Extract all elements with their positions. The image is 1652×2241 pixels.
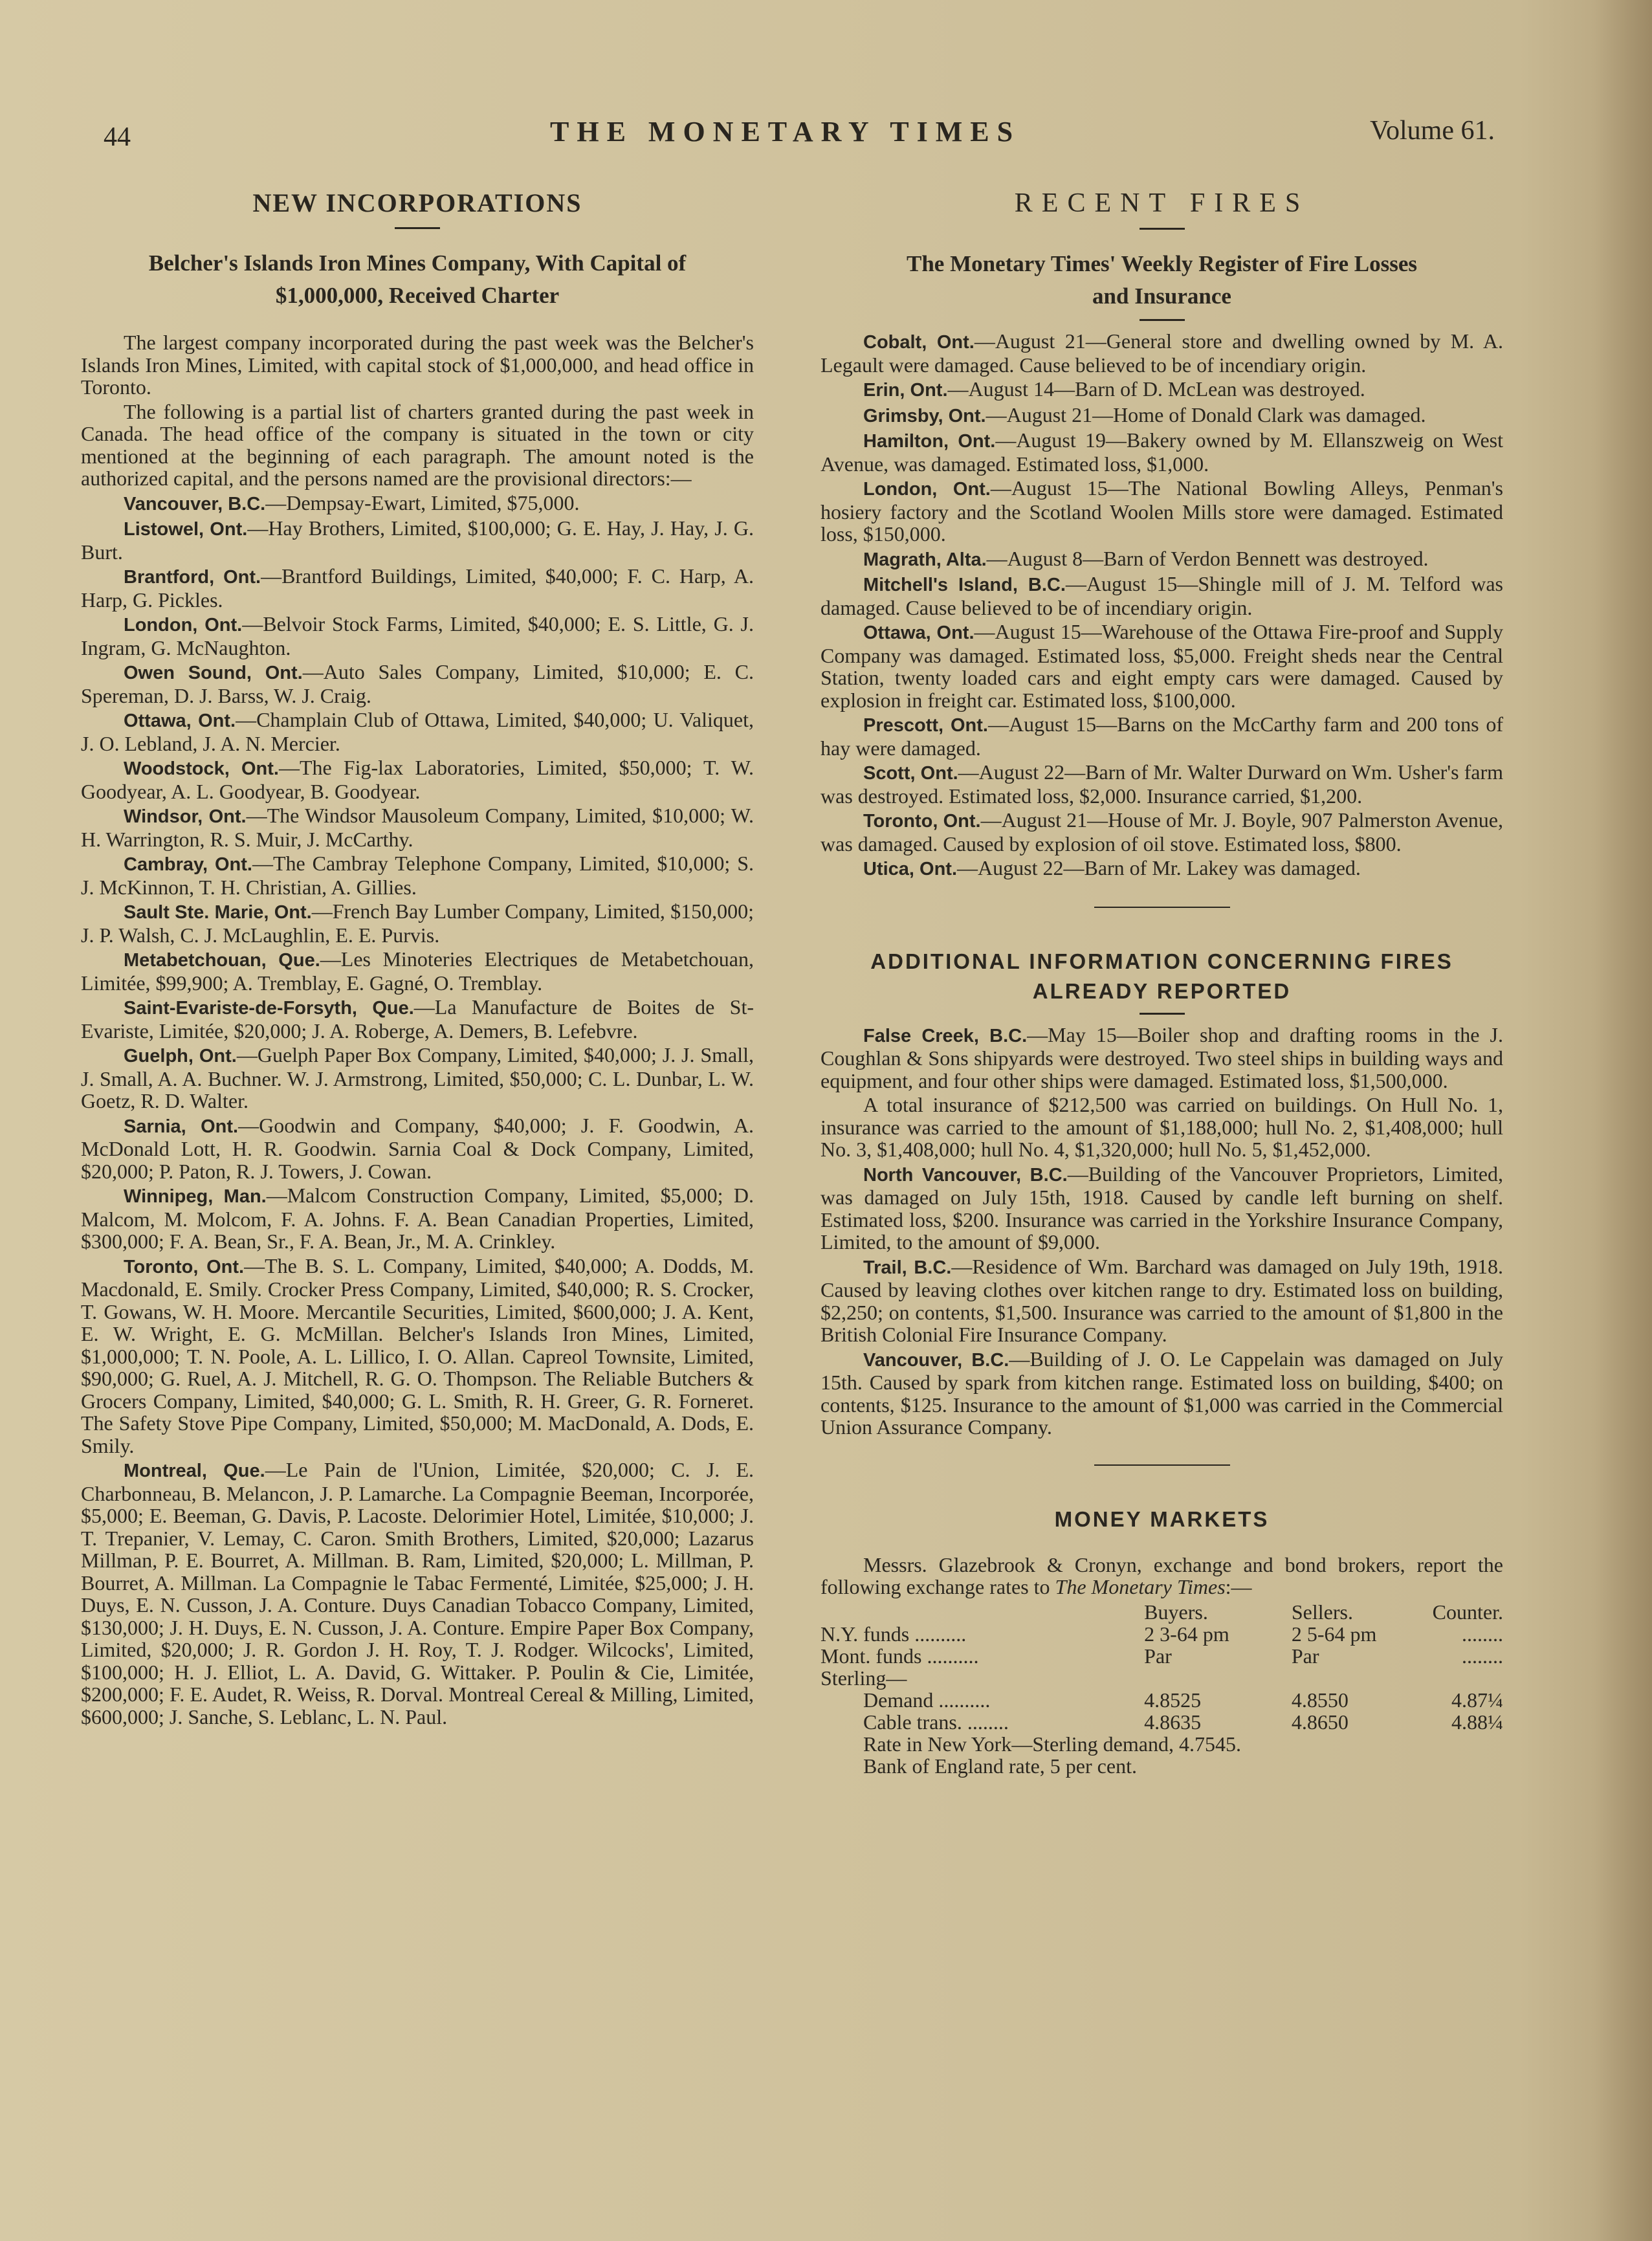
section-title-new-incorporations: NEW INCORPORATIONS: [252, 188, 582, 217]
entry-text: —Residence of Wm. Barchard was damaged on July 19th, 1918. Caused by leaving clothes over kitchen range to dry. Estimated loss on building, $2,250; on contents, $1,500. Insurance was carried to the amount of $1,800 in the British Colonial Fire Insurance Company.: [820, 1254, 1503, 1346]
table-cell: 4.87¼: [1451, 1688, 1503, 1712]
entry-text: —May 15—Boiler shop and drafting rooms in the J. Coughlan & Sons shipyards were destroyed. Two steel ships in building ways and equipment, and four other ships were damaged. Estimated loss, $1,500,000.: [820, 1022, 1503, 1092]
entry-text: —The Windsor Mausoleum Company, Limited, $10,000; W. H. Warrington, R. S. Muir, J. McCarthy.: [81, 804, 754, 851]
additional-fires-list: [820, 1024, 1503, 1439]
divider: [1140, 228, 1185, 230]
table-cell: Demand ..........: [863, 1688, 991, 1712]
divider: [1140, 319, 1185, 321]
left-column: [81, 188, 754, 1728]
column-header: Counter.: [1432, 1600, 1503, 1624]
money-markets-title: MONEY MARKETS: [1054, 1507, 1270, 1531]
entry-text: —The B. S. L. Company, Limited, $40,000; A. Dodds, M. Macdonald, E. Smily. Crocker Press Company, Limited, $40,000; R. S. Crocker, T. Gowans, W. H. Moore. Mercantile Securities, Limited, $600,000; J. A. Kent, E. W. Wright, E. G. McMillan. Belcher's Islands Iron Mines, Limited, $1,000,000; T. N. Poole, A. L. Lillico, I. O. Allan. Capreol Townsite, Limited, $90,000; G. Ruel, A. J. Mitchell, R. G. O. Thompson. The Reliable Butchers & Grocers Company, Limited, $40,000; G. L. Smith, R. H. Greer, G. R. Forneret. The Safety Stove Pipe Company, Limited, $50,000; M. MacDonald, A. Dods, E. Smily.: [81, 1253, 754, 1457]
divider: [1094, 907, 1230, 908]
entry-text: —August 15—Warehouse of the Ottawa Fire-proof and Supply Company was damaged. Estimated loss, $5,000. Freight sheds near the Central Station, twenty loaded cars and eight empty cars were damaged. Caused by explosion in freight car. Estimated loss, $100,000.: [820, 620, 1503, 712]
entry-text: —Les Minoteries Electriques de Metabetchouan, Limitée, $99,900; A. Tremblay, E. Gagné, O. Tremblay.: [81, 947, 754, 995]
place-name: Grimsby, Ont.: [863, 405, 986, 426]
list-item: [820, 429, 1503, 475]
list-item: [81, 517, 754, 563]
table-cell: 2 3-64 pm: [1144, 1622, 1229, 1646]
entry-text: —August 21—Home of Donald Clark was damaged.: [986, 403, 1426, 426]
list-item: [81, 996, 754, 1042]
money-intro: [820, 1554, 1503, 1598]
place-name: Listowel, Ont.: [124, 519, 248, 540]
entry-text: —August 21—House of Mr. J. Boyle, 907 Palmerston Avenue, was damaged. Caused by explosion of oil stove. Estimated loss, $800.: [820, 808, 1504, 856]
entry-text: —August 21—General store and dwelling owned by M. A. Legault were damaged. Cause believed to be of incendiary origin.: [820, 329, 1503, 377]
running-head: [104, 115, 1495, 154]
table-cell: ........: [1462, 1644, 1503, 1668]
table-header-row: [820, 1601, 1503, 1623]
list-item: [81, 709, 754, 755]
entry-text: —Guelph Paper Box Company, Limited, $40,000; J. J. Small, J. Small, A. A. Buchner. W. J. Armstrong, Limited, $50,000; C. L. Dunbar, L. W. Goetz, R. D. Walter.: [81, 1043, 754, 1112]
rate-note: Bank of England rate, 5 per cent.: [863, 1754, 1137, 1778]
list-item: [81, 565, 754, 611]
section-title-recent-fires: RECENT FIRES: [1014, 188, 1310, 218]
entry-text: —Champlain Club of Ottawa, Limited, $40,000; U. Valiquet, J. O. Lebland, J. A. N. Mercier.: [81, 708, 754, 755]
incorporations-list: [81, 492, 754, 1728]
place-name: Vancouver, B.C.: [863, 1349, 1009, 1371]
list-item: [81, 1459, 754, 1728]
table-cell: [1433, 1667, 1503, 1689]
place-name: Toronto, Ont.: [124, 1256, 245, 1277]
list-item: [81, 613, 754, 659]
table-cell: Sterling—: [820, 1666, 907, 1690]
entry-text: A total insurance of $212,500 was carried on buildings. On Hull No. 1, insurance was carried to the amount of $1,188,000; hull No. 2, $1,408,000; hull No. 3, $1,408,000; hull No. 4, $1,320,000; hull No. 5, $1,452,000.: [820, 1093, 1503, 1161]
entry-text: —Malcom Construction Company, Limited, $5,000; D. Malcom, M. Molcom, F. A. Johns. F. A. Bean Canadian Properties, Limited, $300,000; F. A. Bean, Sr., F. A. Bean, Jr., M. A. Crinkley.: [81, 1184, 754, 1253]
place-name: Prescott, Ont.: [863, 715, 988, 736]
volume-label: Volume 61.: [1370, 116, 1495, 146]
entry-text: —Building of the Vancouver Proprietors, Limited, was damaged on July 15th, 1918. Caused by candle left burning on shelf. Estimated loss, $200. Insurance was carried in the Yorkshire Insurance Company, Limited, to the amount of $9,000.: [820, 1162, 1503, 1253]
list-item: [820, 1094, 1503, 1161]
place-name: London, Ont.: [124, 615, 243, 635]
place-name: Saint-Evariste-de-Forsyth, Que.: [124, 998, 414, 1019]
place-name: Woodstock, Ont.: [124, 758, 279, 779]
list-item: [820, 547, 1503, 571]
list-item: [81, 1114, 754, 1183]
entry-text: —Auto Sales Company, Limited, $10,000; E. C. Spereman, D. J. Barss, W. J. Craig.: [81, 660, 754, 707]
entry-text: —August 15—Shingle mill of J. M. Telford was damaged. Cause believed to be of incendiary origin.: [820, 572, 1504, 619]
entry-text: —Brantford Buildings, Limited, $40,000; F. C. Harp, A. Harp, G. Pickles.: [81, 564, 754, 612]
place-name: Montreal, Que.: [124, 1461, 265, 1481]
place-name: Guelph, Ont.: [124, 1046, 237, 1066]
subhead-line: The Monetary Times' Weekly Register of Fire Losses: [906, 251, 1418, 276]
place-name: Magrath, Alta.: [863, 549, 987, 570]
place-name: North Vancouver, B.C.: [863, 1164, 1068, 1186]
divider: [1140, 1013, 1185, 1015]
entry-text: —August 22—Barn of Mr. Lakey was damaged.: [957, 856, 1361, 879]
list-item: [81, 948, 754, 994]
entry-text: —Goodwin and Company, $40,000; J. F. Goodwin, A. McDonald Lott, H. R. Goodwin. Sarnia Coal & Dock Company, Limited, $20,000; P. Paton, R. J. Towers, J. Cowan.: [81, 1113, 754, 1183]
list-item: [81, 492, 754, 516]
place-name: Vancouver, B.C.: [124, 493, 266, 514]
place-name: Utica, Ont.: [863, 859, 958, 879]
list-item: [81, 756, 754, 802]
entry-text: —August 15—Barns on the McCarthy farm and 200 tons of hay were damaged.: [820, 712, 1503, 760]
list-item: [820, 713, 1503, 759]
place-name: London, Ont.: [863, 479, 991, 500]
place-name: Ottawa, Ont.: [124, 711, 236, 731]
table-cell: 4.8550: [1291, 1688, 1349, 1712]
place-name: Mitchell's Island, B.C.: [863, 575, 1066, 595]
exchange-rates-table: [820, 1601, 1503, 1733]
list-item: [820, 857, 1503, 881]
list-item: [820, 404, 1503, 428]
entry-text: —August 14—Barn of D. McLean was destroyed.: [947, 377, 1365, 401]
money-intro-text: :—: [1225, 1575, 1252, 1598]
table-cell: 2 5-64 pm: [1291, 1622, 1377, 1646]
entry-text: —Le Pain de l'Union, Limitée, $20,000; C. J. E. Charbonneau, B. Melancon, J. P. Lamarche. La Compagnie Beeman, Incorporée, $5,000; E. Beeman, G. Davis, P. Lacoste. Delorimier Hotel, Limitée, $10,000; J. T. Trepanier, V. Lemay, C. Caron. Smith Brothers, Limited, $20,000; Lazarus Millman, P. E. Bourret, A. Millman. B. Ram, Limited, $20,000; L. Millman, P. Bourret, A. Millman. La Compagnie le Tabac Fermenté, Limitée, $25,000; J. H. Duys, E. N. Cusson, J. A. Conture. Duys Canadian Tobacco Company, Limited, $130,000; J. H. Duys, E. N. Cusson, J. A. Conture. Empire Paper Box Company, Limited, $20,000; J. R. Gordon J. H. Roy, T. J. Rodger. Wilcocks', Limited, $100,000; H. J. Elliot, L. A. David, G. Wittaker. P. Poulin & Cie, Limitée, $200,000; F. E. Audet, R. Weiss, R. Dorval. Montreal Cereal & Milling, Limited, $600,000; J. Sanche, S. Leblanc, L. N. Paul.: [81, 1458, 754, 1728]
article-subhead: [81, 247, 754, 312]
entry-text: —Building of J. O. Le Cappelain was damaged on July 15th. Caused by spark from kitchen range. Estimated loss on building, $400; on contents, $125. Insurance to the amount of $1,000 was carried in the Commercial Union Assurance Company.: [820, 1347, 1504, 1439]
place-name: Hamilton, Ont.: [863, 431, 996, 452]
list-item: [820, 1024, 1503, 1092]
list-item: [820, 573, 1503, 619]
table-row: [820, 1645, 1503, 1667]
place-name: Cambray, Ont.: [124, 854, 252, 875]
list-item: [81, 1044, 754, 1112]
list-item: [81, 900, 754, 946]
list-item: [81, 804, 754, 850]
place-name: Sarnia, Ont.: [124, 1116, 239, 1137]
entry-text: —Hay Brothers, Limited, $100,000; G. E. Hay, J. Hay, J. G. Burt.: [81, 516, 754, 564]
table-cell: Par: [1291, 1644, 1319, 1668]
entry-text: —French Bay Lumber Company, Limited, $150,000; J. P. Walsh, C. J. McLaughlin, E. E. Purvis.: [81, 900, 754, 947]
list-item: [820, 378, 1503, 402]
place-name: Windsor, Ont.: [124, 806, 247, 827]
list-item: [820, 621, 1503, 711]
entry-text: —August 19—Bakery owned by M. Ellanszweig on West Avenue, was damaged. Estimated loss, $1,000.: [820, 428, 1503, 476]
additional-info-title: [820, 947, 1503, 1006]
table-cell: [1144, 1667, 1292, 1689]
entry-text: —The Cambray Telephone Company, Limited, $10,000; S. J. McKinnon, T. H. Christian, A. Gillies.: [81, 852, 754, 899]
money-intro-text: Messrs. Glazebrook & Cronyn, exchange and bond brokers, report the following exchange rates to: [820, 1552, 1503, 1598]
table-row: [820, 1711, 1503, 1733]
list-item: [820, 1348, 1503, 1439]
list-item: [81, 661, 754, 707]
table-cell: [1292, 1667, 1433, 1689]
table-cell: Par: [1144, 1644, 1172, 1668]
list-item: [81, 1255, 754, 1457]
subhead-line: ALREADY REPORTED: [1032, 978, 1292, 1003]
place-name: Brantford, Ont.: [124, 567, 261, 588]
place-name: Trail, B.C.: [863, 1257, 952, 1278]
page-number: 44: [104, 122, 131, 152]
list-item: [81, 1184, 754, 1253]
place-name: Sault Ste. Marie, Ont.: [124, 902, 312, 923]
place-name: Winnipeg, Man.: [124, 1186, 267, 1207]
table-cell: 4.8650: [1291, 1710, 1349, 1734]
list-item: [820, 330, 1503, 376]
place-name: Ottawa, Ont.: [863, 623, 975, 643]
table-row: [820, 1667, 1503, 1689]
place-name: Toronto, Ont.: [863, 811, 981, 832]
column-header: Sellers.: [1291, 1600, 1353, 1624]
place-name: Cobalt, Ont.: [863, 332, 975, 353]
list-item: [820, 477, 1503, 546]
entry-text: —August 15—The National Bowling Alleys, Penman's hosiery factory and the Scotland Woolen Mills store were damaged. Estimated loss, $150,000.: [820, 476, 1504, 546]
fires-list: [820, 330, 1503, 881]
page-edge-shadow: [1594, 0, 1652, 2241]
rate-note: Rate in New York—Sterling demand, 4.7545.: [863, 1732, 1241, 1756]
journal-title: THE MONETARY TIMES: [550, 116, 1021, 148]
subhead-line: $1,000,000, Received Charter: [275, 283, 560, 308]
table-row: [820, 1689, 1503, 1711]
table-cell: Mont. funds ..........: [820, 1644, 979, 1668]
table-cell: 4.88¼: [1451, 1710, 1503, 1734]
right-column: [820, 188, 1503, 1777]
table-row: [820, 1623, 1503, 1645]
column-header: Buyers.: [1144, 1600, 1208, 1624]
table-cell: 4.8525: [1144, 1688, 1202, 1712]
subhead-line: Belcher's Islands Iron Mines Company, With Capital of: [148, 250, 687, 276]
place-name: Owen Sound, Ont.: [124, 663, 303, 683]
table-cell: N.Y. funds ..........: [820, 1622, 967, 1646]
list-item: [820, 1255, 1503, 1346]
entry-text: —August 8—Barn of Verdon Bennett was destroyed.: [986, 546, 1429, 570]
place-name: Metabetchouan, Que.: [124, 950, 320, 971]
place-name: Erin, Ont.: [863, 380, 948, 401]
divider: [1094, 1464, 1230, 1466]
entry-text: —August 22—Barn of Mr. Walter Durward on Wm. Usher's farm was destroyed. Estimated loss, $2,000. Insurance carried, $1,200.: [820, 760, 1503, 808]
table-cell: 4.8635: [1144, 1710, 1202, 1734]
list-item: [81, 852, 754, 898]
article-subhead: [820, 248, 1503, 313]
money-intro-journal: The Monetary Times: [1055, 1575, 1226, 1598]
intro-paragraph: The following is a partial list of charters granted during the past week in Canada. The head office of the company is situated in the town or city mentioned at the beginning of each paragraph. The amount noted is the authorized capital, and the persons named are the provisional directors:—: [81, 399, 754, 490]
list-item: [820, 809, 1503, 855]
divider: [395, 227, 440, 229]
entry-text: —La Manufacture de Boites de St-Evariste, Limitée, $20,000; J. A. Roberge, A. Demers, B. Lefebvre.: [81, 995, 754, 1043]
table-cell: Cable trans. ........: [863, 1710, 1009, 1734]
place-name: False Creek, B.C.: [863, 1025, 1028, 1046]
place-name: Scott, Ont.: [863, 763, 958, 784]
list-item: [820, 761, 1503, 807]
subhead-line: and Insurance: [1092, 283, 1231, 309]
entry-text: —Dempsay-Ewart, Limited, $75,000.: [265, 491, 580, 514]
intro-paragraph: The largest company incorporated during the past week was the Belcher's Islands Iron Mines, Limited, with capital stock of $1,000,000, and head office in Toronto.: [81, 331, 754, 399]
list-item: [820, 1163, 1503, 1253]
entry-text: —Belvoir Stock Farms, Limited, $40,000; E. S. Little, G. J. Ingram, G. McNaughton.: [81, 612, 754, 659]
entry-text: —The Fig-lax Laboratories, Limited, $50,000; T. W. Goodyear, A. L. Goodyear, B. Goodyear.: [81, 756, 754, 803]
table-cell: ........: [1462, 1622, 1503, 1646]
subhead-line: ADDITIONAL INFORMATION CONCERNING FIRES: [870, 949, 1453, 973]
